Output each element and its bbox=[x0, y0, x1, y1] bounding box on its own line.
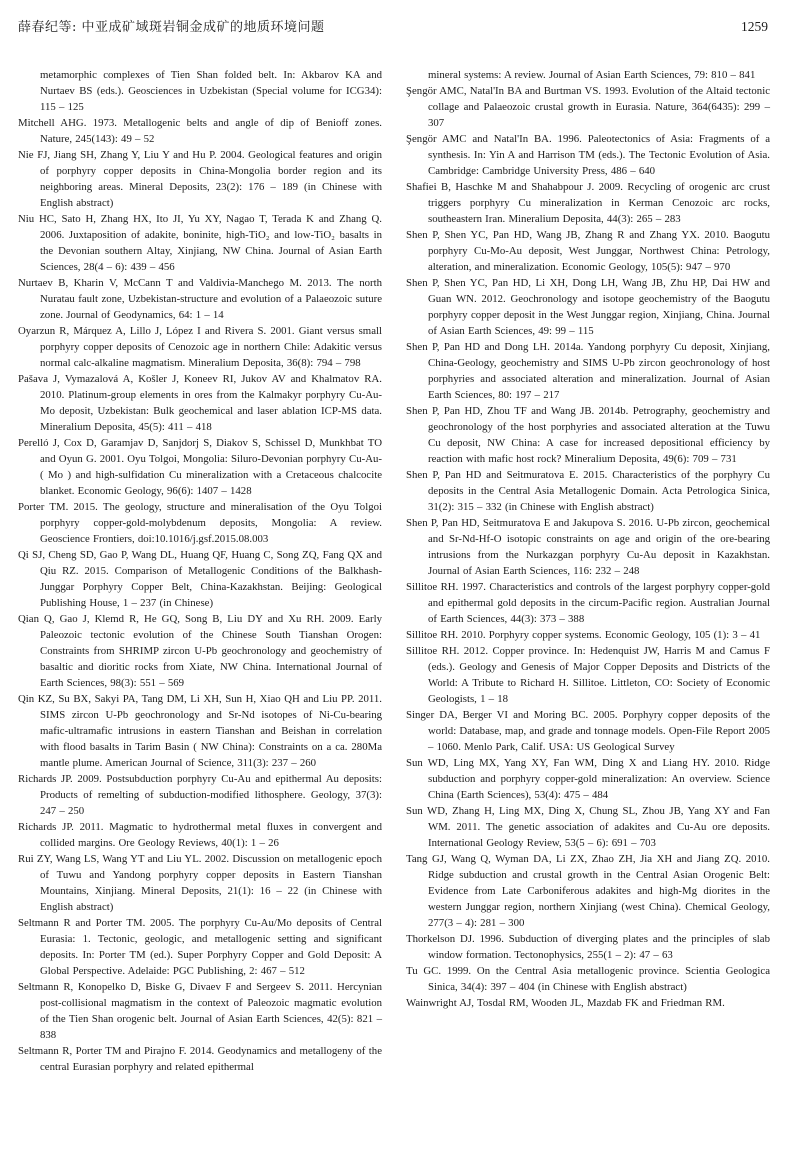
reference-entry: Mitchell AHG. 1973. Metallogenic belts and angle of dip of Benioff zones. Nature, 245(143): 49 – 52 bbox=[18, 117, 382, 145]
references-section bbox=[18, 67, 770, 1075]
reference-entry: Singer DA, Berger VI and Moring BC. 2005. Porphyry copper deposits of the world: Database, map, and grade and tonnage models. Open-File Report 2005 – 1060. Menlo Park, Calif. USA: US Geological Survey bbox=[406, 709, 770, 753]
reference-entry: Seltmann R, Konopelko D, Biske G, Divaev F and Sergeev S. 2011. Hercynian post-collisional magmatism in the context of Paleozoic magmatic evolution of the Tien Shan orogenic belt. Journal of Asian Earth Sciences, 42(5): 821 – 838 bbox=[18, 981, 382, 1041]
reference-entry: Richards JP. 2009. Postsubduction porphyry Cu-Au and epithermal Au deposits: Products of remelting of subduction-modified lithosphere. Geology, 37(3): 247 – 250 bbox=[18, 773, 382, 817]
reference-entry: Tu GC. 1999. On the Central Asia metallogenic province. Scientia Geologica Sinica, 34(4): 397 – 404 (in Chinese with English abstract) bbox=[406, 965, 770, 993]
reference-entry: Seltmann R and Porter TM. 2005. The porphyry Cu-Au/Mo deposits of Central Eurasia: 1. Tectonic, geologic, and metallogenic setting and significant deposits. In: Porter TM (ed.). Super Porphyry Copper and Gold Deposit: A Global Perspective. Adelaide: PGC Publishing, 2: 467 – 512 bbox=[18, 917, 382, 977]
reference-entry: Shen P, Pan HD and Seitmuratova E. 2015. Characteristics of the porphyry Cu deposits in the Central Asia Metallogenic Domain. Acta Petrologica Sinica, 31(2): 315 – 332 (in Chinese with English abstract) bbox=[406, 469, 770, 513]
references-left-column bbox=[18, 67, 382, 1075]
reference-entry: Wainwright AJ, Tosdal RM, Wooden JL, Mazdab FK and Friedman RM. bbox=[406, 997, 725, 1009]
reference-entry: Shafiei B, Haschke M and Shahabpour J. 2009. Recycling of orogenic arc crust triggers porphyry Cu mineralization in Kerman Cenozoic arc rocks, southeastern Iran. Mineralium Deposita, 44(3): 265 – 283 bbox=[406, 181, 770, 225]
reference-entry: Niu HC, Sato H, Zhang HX, Ito JI, Yu XY, Nagao T, Terada K and Zhang Q. 2006. Juxtaposition of adakite, boninite, high-TiO₂ and low-TiO₂ basalts in the Devonian southern Altay, Xinjiang, NW China. Journal of Asian Earth Sciences, 28(4 – 6): 439 – 456 bbox=[18, 213, 382, 273]
reference-entry: Şengör AMC and Natal'In BA. 1996. Paleotectonics of Asia: Fragments of a synthesis. In: Yin A and Harrison TM (eds.). The Tectonic Evolution of Asia. Cambridge: Cambridge University Press, 486 – 640 bbox=[406, 133, 770, 177]
reference-entry: Sillitoe RH. 2012. Copper province. In: Hedenquist JW, Harris M and Camus F (eds.). Geology and Genesis of Major Copper Deposits and Districts of the World: A Tribute to Richard H. Sillitoe. Littleton, CO: Society of Economic Geologists, 1 – 18 bbox=[406, 645, 770, 705]
reference-entry: Qin KZ, Su BX, Sakyi PA, Tang DM, Li XH, Sun H, Xiao QH and Liu PP. 2011. SIMS zircon U-Pb geochronology and Sr-Nd isotopes of Ni-Cu-bearing mafic-ultramafic intrusions in eastern Tianshan and Beishan in correlation with flood basalts in Tarim Basin ( NW China): Constraints on a ca. 280Ma mantle plume. American Journal of Science, 311(3): 237 – 260 bbox=[18, 693, 382, 769]
reference-entry: Shen P, Shen YC, Pan HD, Li XH, Dong LH, Wang JB, Zhu HP, Dai HW and Guan WN. 2012. Geochronology and isotope geochemistry of the Baogutu porphyry copper deposit in the West Junggar region, Xinjiang, China. Journal of Asian Earth Sciences, 49: 99 – 115 bbox=[406, 277, 770, 337]
reference-entry: Seltmann R, Porter TM and Pirajno F. 2014. Geodynamics and metallogeny of the central Eurasian porphyry and related epithermal bbox=[18, 1045, 382, 1073]
reference-entry: Nurtaev B, Kharin V, McCann T and Valdivia-Manchego M. 2013. The north Nuratau fault zone, Uzbekistan-structure and evolution of a Palaeozoic suture zone. Journal of Geodynamics, 64: 1 – 14 bbox=[18, 277, 382, 321]
page-number: 1259 bbox=[741, 19, 768, 34]
reference-entry: Shen P, Pan HD and Dong LH. 2014a. Yandong porphyry Cu deposit, Xinjiang, China-Geology, geochemistry and SIMS U-Pb zircon geochronology of host porphyries and associated alteration and mineralization. Journal of Asian Earth Sciences, 80: 197 – 217 bbox=[406, 341, 770, 401]
reference-entry: metamorphic complexes of Tien Shan folded belt. In: Akbarov KA and Nurtaev BS (eds.). Geosciences in Uzbekistan (Special volume for ICG34): 115 – 125 bbox=[40, 69, 382, 113]
reference-entry: Şengör AMC, Natal'In BA and Burtman VS. 1993. Evolution of the Altaid tectonic collage and Palaeozoic crustal growth in Eurasia. Nature, 364(6435): 299 – 307 bbox=[406, 85, 770, 129]
references-right-column bbox=[406, 67, 770, 1075]
reference-entry: Sillitoe RH. 2010. Porphyry copper systems. Economic Geology, 105 (1): 3 – 41 bbox=[406, 629, 761, 641]
reference-entry: Sillitoe RH. 1997. Characteristics and controls of the largest porphyry copper-gold and epithermal gold deposits in the circum-Pacific region. Australian Journal of Earth Sciences, 44(3): 373 – 388 bbox=[406, 581, 770, 625]
reference-entry: Oyarzun R, Márquez A, Lillo J, López I and Rivera S. 2001. Giant versus small porphyry copper deposits of Cenozoic age in northern Chile: Adakitic versus normal calc-alkaline magmatism. Mineralium Deposita, 36(8): 794 – 798 bbox=[18, 325, 382, 369]
reference-entry: Tang GJ, Wang Q, Wyman DA, Li ZX, Zhao ZH, Jia XH and Jiang ZQ. 2010. Ridge subduction and crustal growth in the Central Asian Orogenic Belt: Evidence from Late Carboniferous adakites and high-Mg diorites in the western Junggar region, northern Xinjiang (west China). Chemical Geology, 277(3 – 4): 281 – 300 bbox=[406, 853, 770, 929]
reference-entry: Shen P, Pan HD, Zhou TF and Wang JB. 2014b. Petrography, geochemistry and geochronology of the host porphyries and associated alteration at the Tuwu Cu deposit, NW China: A case for increased depositional efficiency by reaction with mafic host rock? Mineralium Deposita, 49(6): 709 – 731 bbox=[406, 405, 770, 465]
reference-entry: Shen P, Shen YC, Pan HD, Wang JB, Zhang R and Zhang YX. 2010. Baogutu porphyry Cu-Mo-Au deposit, West Junggar, Northwest China: Petrology, alteration, and mineralization. Economic Geology, 105(5): 947 – 970 bbox=[406, 229, 770, 273]
reference-entry: Porter TM. 2015. The geology, structure and mineralisation of the Oyu Tolgoi porphyry copper-gold-molybdenum deposits, Mongolia: A review. Geoscience Frontiers, doi:10.1016/j.gsf.2015.08.003 bbox=[18, 501, 382, 545]
reference-entry: mineral systems: A review. Journal of Asian Earth Sciences, 79: 810 – 841 bbox=[428, 69, 756, 81]
reference-entry: Perelló J, Cox D, Garamjav D, Sanjdorj S, Diakov S, Schissel D, Munkhbat TO and Oyun G. 2001. Oyu Tolgoi, Mongolia: Siluro-Devonian porphyry Cu-Au-( Mo ) and high-sulfidation Cu mineralization with a Cretaceous chalcocite blanket. Economic Geology, 96(6): 1407 – 1428 bbox=[18, 437, 382, 497]
reference-entry: Qi SJ, Cheng SD, Gao P, Wang DL, Huang QF, Huang C, Song ZQ, Fang QX and Qiu RZ. 2015. Comparison of Metallogenic Conditions of the Balkhash-Junggar Porphyry Copper Belt, China-Kazakhstan. Beijing: Geological Publishing House, 1 – 237 (in Chinese) bbox=[18, 549, 382, 609]
reference-entry: Pašava J, Vymazalová A, Košler J, Koneev RI, Jukov AV and Khalmatov RA. 2010. Platinum-group elements in ores from the Kalmakyr porphyry Cu-Au-Mo deposit, Uzbekistan: Bulk geochemical and laser ablation ICP-MS data. Mineralium Deposita, 45(5): 411 – 418 bbox=[18, 373, 382, 433]
page-header bbox=[18, 12, 770, 35]
reference-entry: Qian Q, Gao J, Klemd R, He GQ, Song B, Liu DY and Xu RH. 2009. Early Paleozoic tectonic evolution of the Chinese South Tianshan Orogen: Constraints from SHRIMP zircon U-Pb geochronology and geochemistry of basaltic and dioritic rocks from Xiate, NW China. International Journal of Earth Sciences, 98(3): 551 – 569 bbox=[18, 613, 382, 689]
reference-entry: Sun WD, Zhang H, Ling MX, Ding X, Chung SL, Zhou JB, Yang XY and Fan WM. 2011. The genetic association of adakites and Cu-Au ore deposits. International Geology Review, 53(5 – 6): 691 – 703 bbox=[406, 805, 770, 849]
reference-entry: Sun WD, Ling MX, Yang XY, Fan WM, Ding X and Liang HY. 2010. Ridge subduction and porphyry copper-gold mineralization: An overview. Science China (Earth Sciences), 53(4): 475 – 484 bbox=[406, 757, 770, 801]
reference-entry: Thorkelson DJ. 1996. Subduction of diverging plates and the principles of slab window formation. Tectonophysics, 255(1 – 2): 47 – 63 bbox=[406, 933, 770, 961]
reference-entry: Shen P, Pan HD, Seitmuratova E and Jakupova S. 2016. U-Pb zircon, geochemical and Sr-Nd-Hf-O isotopic constraints on age and origin of the ore-bearing intrusions from the Nurkazgan porphyry Cu-Au deposit in Kazakhstan. Journal of Asian Earth Sciences, 116: 232 – 248 bbox=[406, 517, 770, 577]
reference-entry: Rui ZY, Wang LS, Wang YT and Liu YL. 2002. Discussion on metallogenic epoch of Tuwu and Yandong porphyry copper deposits in Eastern Tianshan Mountains, Xinjiang. Mineral Deposits, 21(1): 16 – 22 (in Chinese with English abstract) bbox=[18, 853, 382, 913]
reference-entry: Richards JP. 2011. Magmatic to hydrothermal metal fluxes in convergent and collided margins. Ore Geology Reviews, 40(1): 1 – 26 bbox=[18, 821, 382, 849]
running-title: 薛春纪等: 中亚成矿域斑岩铜金成矿的地质环境问题 bbox=[18, 20, 325, 35]
reference-entry: Nie FJ, Jiang SH, Zhang Y, Liu Y and Hu P. 2004. Geological features and origin of porphyry copper deposits in China-Mongolia border region and its neighboring areas. Mineral Deposits, 23(2): 176 – 189 (in Chinese with English abstract) bbox=[18, 149, 382, 209]
